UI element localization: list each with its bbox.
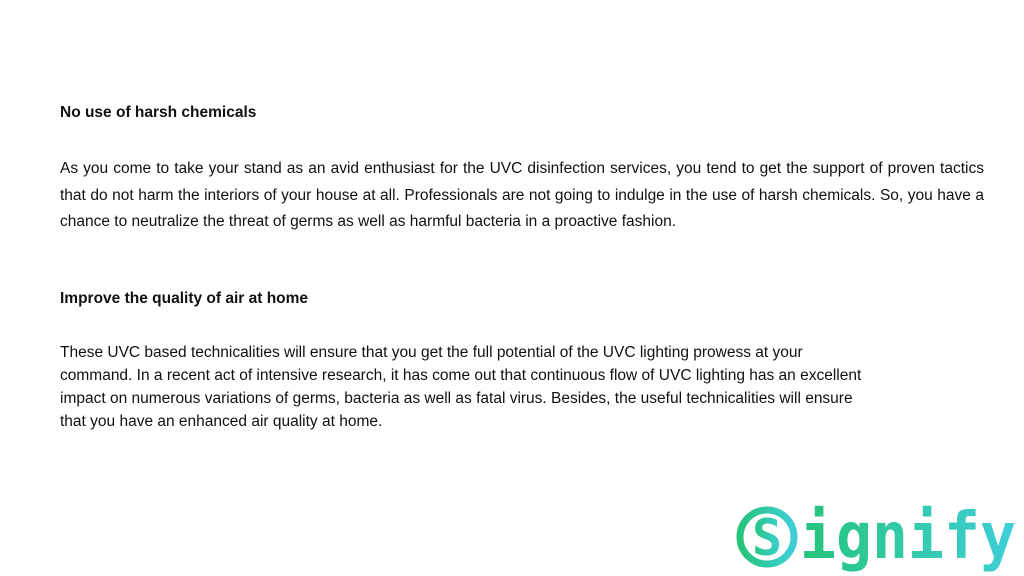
section-body-air-quality — [60, 341, 984, 433]
section-heading-air-quality: Improve the quality of air at home — [60, 290, 309, 307]
body-line: command. In a recent act of intensive research, it has come out that continuous flow of UVC lighting has an excellent — [60, 367, 862, 384]
logo-wordmark: ignify — [800, 500, 1016, 574]
logo-letter: S — [751, 509, 783, 567]
section-heading-harsh-chemicals: No use of harsh chemicals — [60, 104, 257, 121]
body-line: that you have an enhanced air quality at home. — [60, 413, 383, 430]
body-line: impact on numerous variations of germs, bacteria as well as fatal virus. Besides, the useful technicalities will ensure — [60, 390, 853, 407]
body-line: These UVC based technicalities will ensure that you get the full potential of the UVC lighting prowess at your — [60, 344, 803, 361]
section-body-harsh-chemicals: As you come to take your stand as an avid enthusiast for the UVC disinfection services, you tend to get the support of proven tactics that do not harm the interiors of your house at all. Professionals are not going to indulge in the use of harsh chemicals. So, you have a chance to neutralize the threat of germs as well as harmful bacteria in a proactive fashion. — [60, 160, 984, 230]
signify-logo — [734, 496, 1020, 574]
logo-s-mark — [740, 509, 794, 567]
